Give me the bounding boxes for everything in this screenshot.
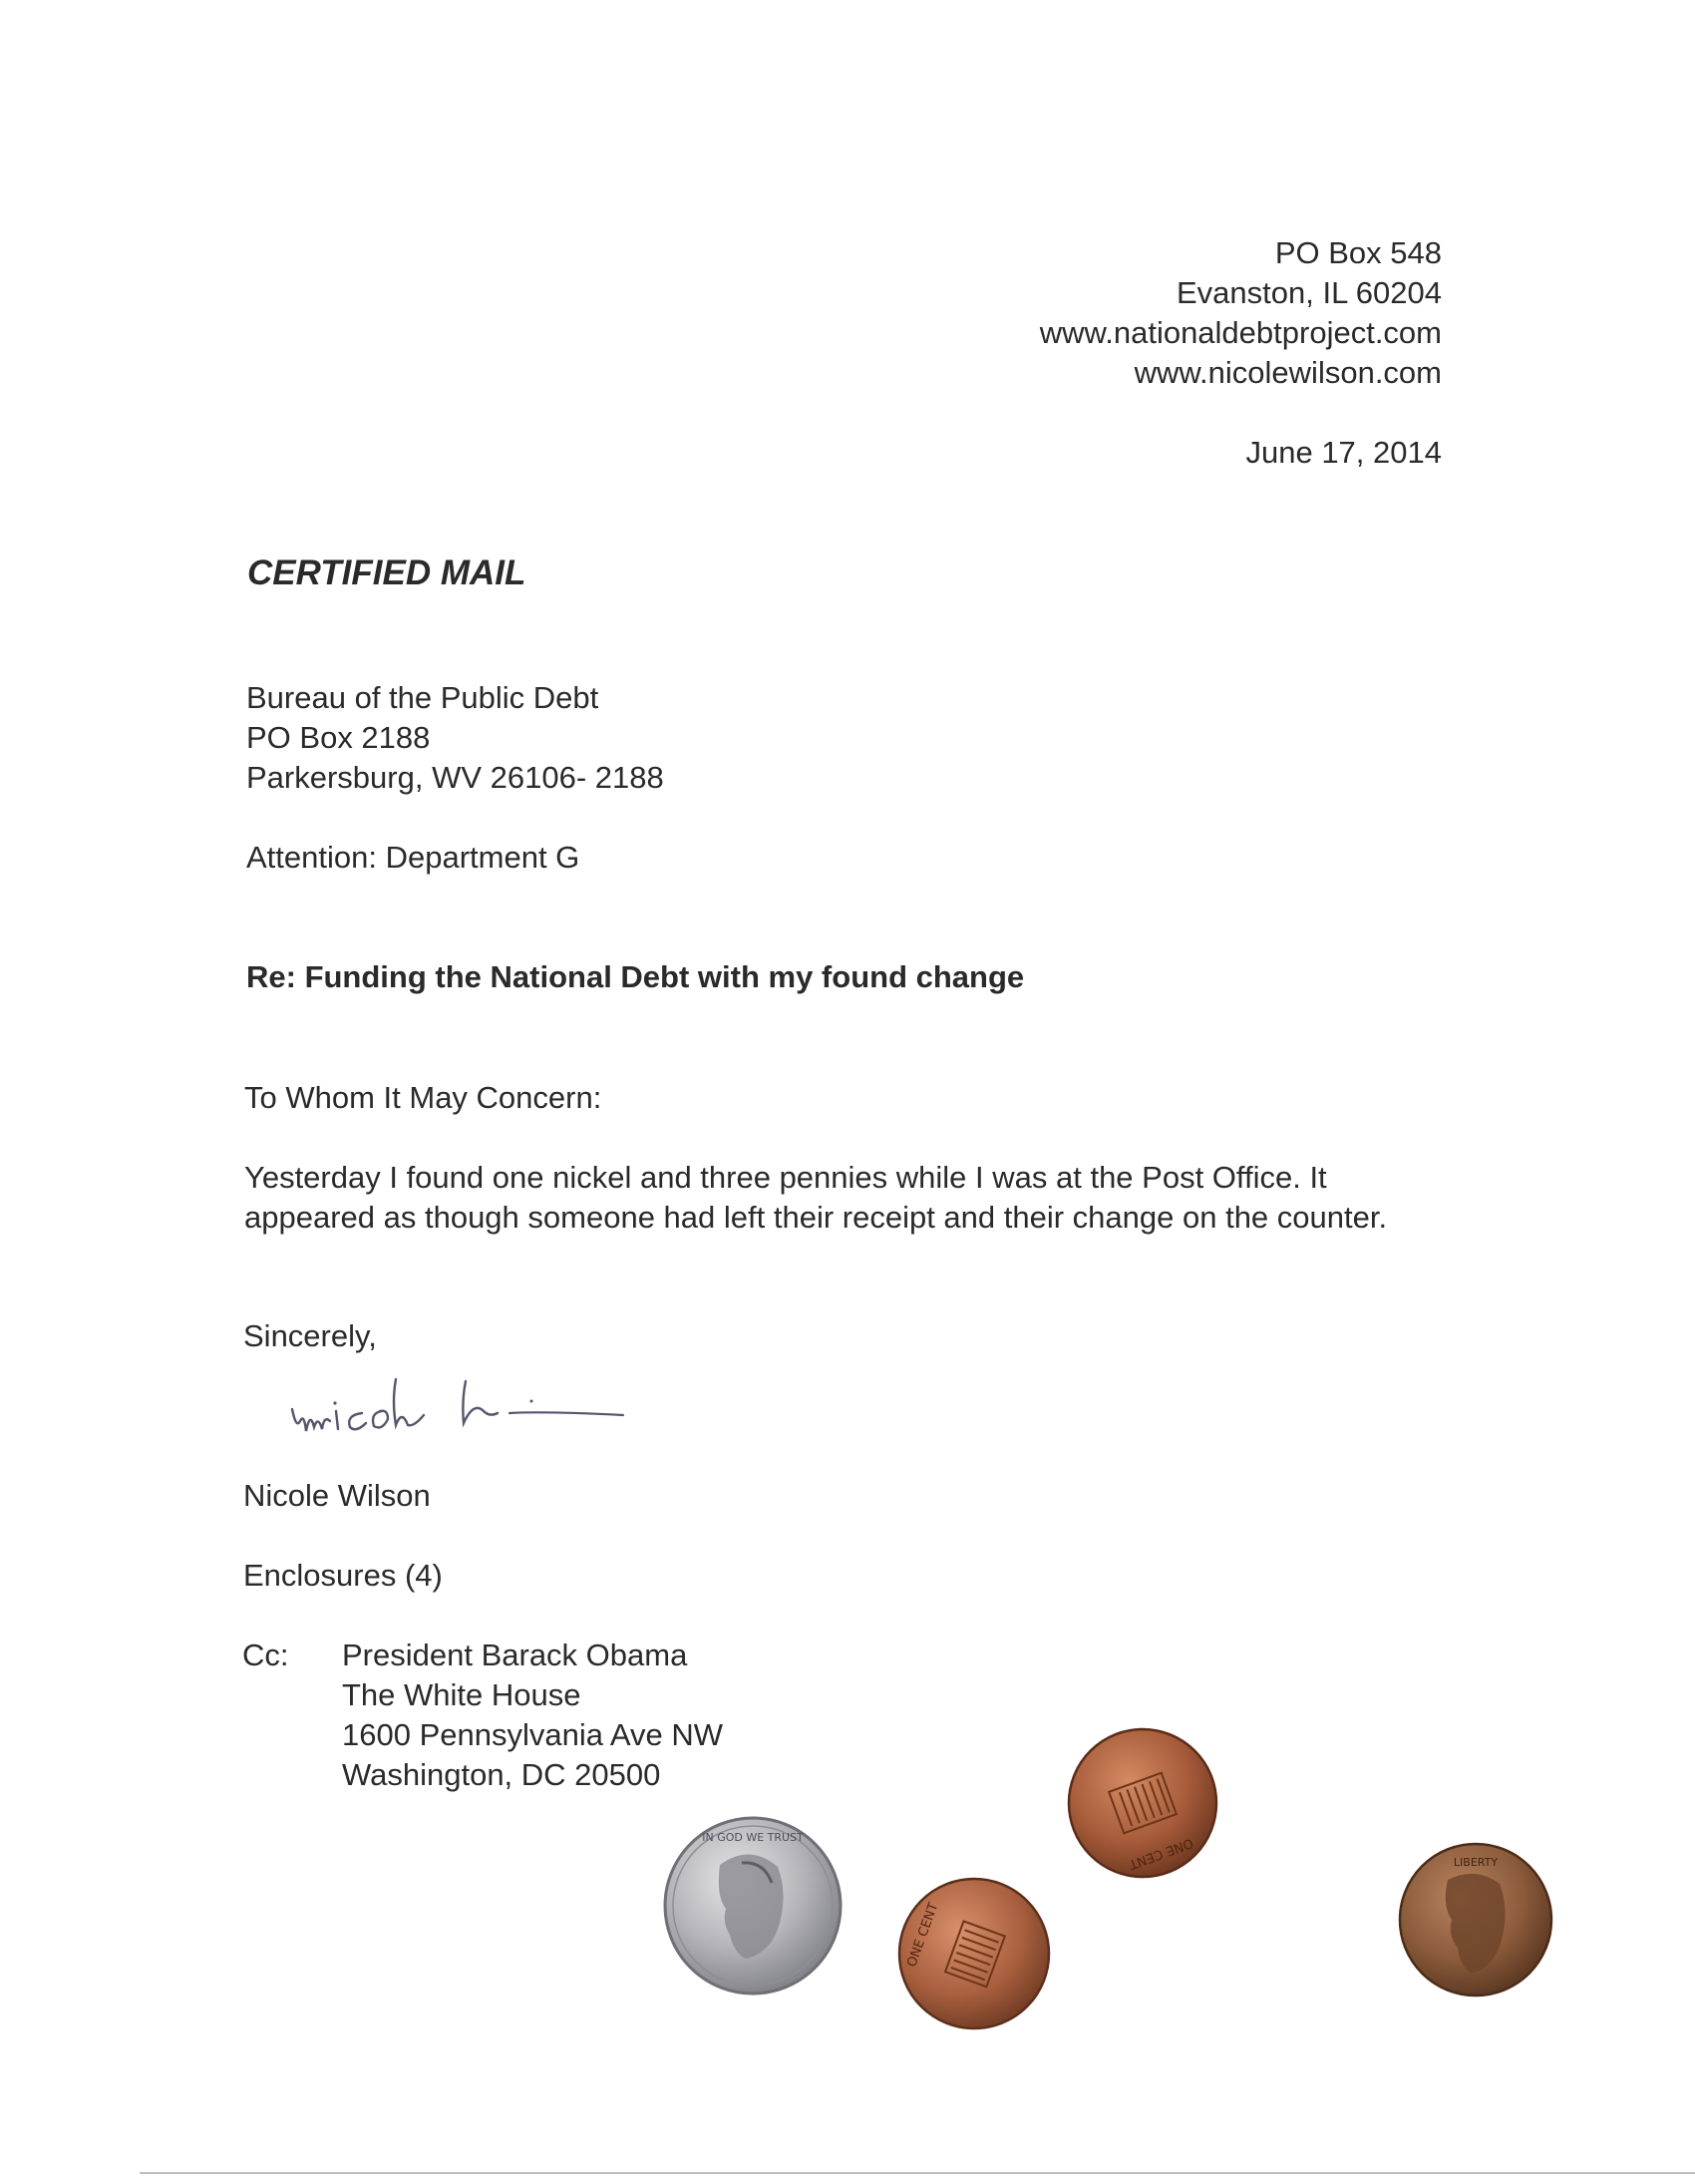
subject-line: Re: Funding the National Debt with my found change (246, 959, 1025, 994)
sender-line: Evanston, IL 60204 (1177, 275, 1442, 310)
cc-line: The White House (342, 1677, 581, 1712)
coin-inscription: ONE CENT (904, 1901, 942, 1970)
sender-website: www.nicolewilson.com (1134, 355, 1442, 390)
recipient-line: Parkersburg, WV 26106- 2188 (246, 760, 664, 795)
nickel-coin (660, 1813, 846, 1999)
sender-address (1040, 233, 1442, 393)
cc-label: Cc: (242, 1638, 289, 1672)
cc-line: President Barack Obama (342, 1638, 688, 1672)
letter-date: June 17, 2014 (1245, 435, 1442, 470)
signer-name: Nicole Wilson (243, 1478, 431, 1513)
handwritten-signature (284, 1371, 643, 1451)
penny-coin (1065, 1725, 1220, 1881)
cc-address (342, 1636, 723, 1795)
scan-edge-line (140, 2172, 1695, 2174)
sender-website: www.nationaldebtproject.com (1039, 315, 1442, 350)
sender-line: PO Box 548 (1274, 235, 1442, 270)
recipient-line: PO Box 2188 (246, 720, 431, 755)
coin-inscription: LIBERTY (1453, 1856, 1499, 1869)
enclosures-note: Enclosures (4) (243, 1558, 443, 1593)
cc-line: 1600 Pennsylvania Ave NW (342, 1717, 723, 1752)
recipient-line: Bureau of the Public Debt (246, 680, 599, 715)
attention-line: Attention: Department G (246, 840, 580, 875)
recipient-address (246, 678, 664, 798)
body-paragraph: Yesterday I found one nickel and three pennies while I was at the Post Office. It appeared as though someone had left their receipt and their change on the counter. (244, 1160, 1388, 1235)
closing: Sincerely, (243, 1318, 377, 1353)
cc-line: Washington, DC 20500 (342, 1757, 661, 1792)
coin-inscription: IN GOD WE TRUST (702, 1831, 804, 1844)
salutation: To Whom It May Concern: (244, 1080, 602, 1115)
delivery-method: CERTIFIED MAIL (247, 553, 526, 592)
penny-coin (895, 1875, 1053, 2032)
penny-coin (1396, 1840, 1555, 2000)
coin-inscription: ONE CENT (1127, 1834, 1195, 1872)
